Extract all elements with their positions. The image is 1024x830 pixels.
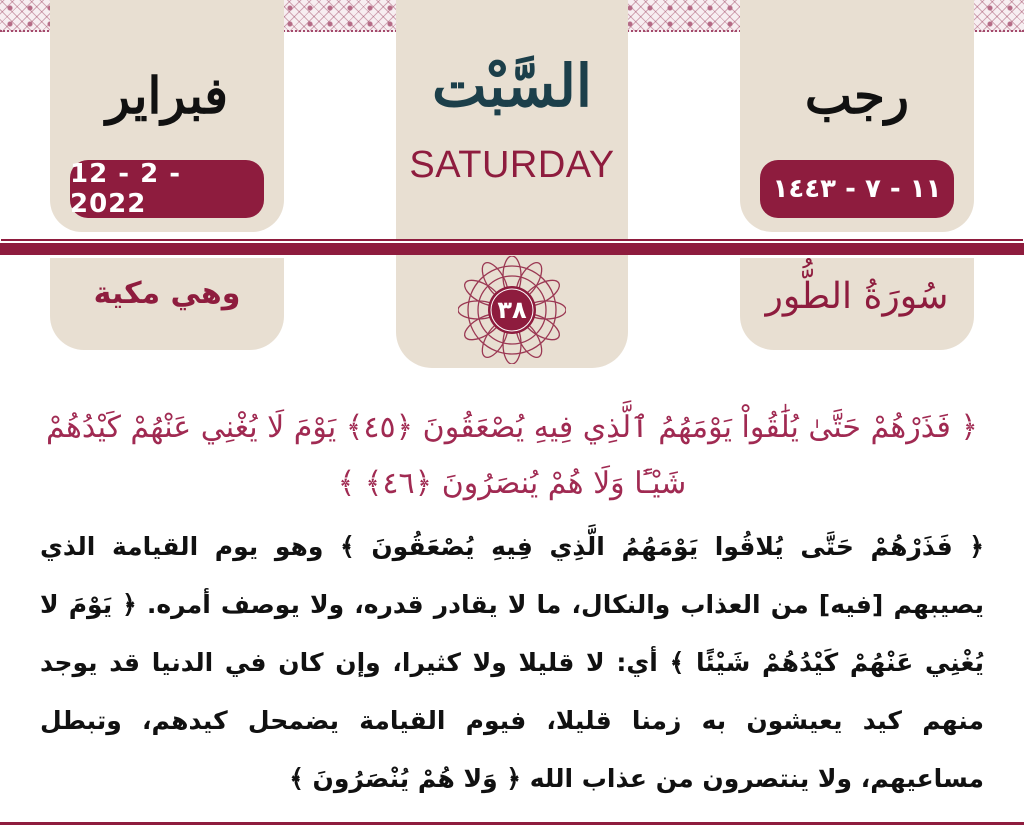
- tafsir-line: يصيبهم [فيه] من العذاب والنكال، ما لا يقادر قدره، ولا يوصف أمره. ﴿ يَوْمَ لا: [40, 590, 984, 619]
- gregorian-month: فبراير: [106, 66, 228, 125]
- verse-line: شَيْـًٔا وَلَا هُمْ يُنصَرُونَ ﴿٤٦﴾ ﴾: [337, 466, 687, 501]
- surah-name-label: سُورَةُ الطُّور: [765, 276, 949, 317]
- tafsir-line: مساعيهم، ولا ينتصرون من عذاب الله ﴿ وَلا هُمْ يُنْصَرُونَ ﴾: [289, 764, 984, 793]
- day-name-english: SATURDAY: [409, 144, 615, 186]
- quran-verse: [40, 400, 984, 512]
- bottom-divider: [0, 822, 1024, 825]
- tafsir-line: يُغْنِي عَنْهُمْ كَيْدُهُمْ شَيْئًا ﴾ أي: لا قليلا ولا كثيرا، وإن كان في الدنيا قد يوجد: [40, 648, 984, 677]
- verse-line: ﴿ فَذَرْهُمْ حَتَّىٰ يُلَٰقُواْ يَوْمَهُمُ ٱلَّذِي فِيهِ يُصْعَقُونَ ﴿٤٥﴾ يَوْمَ لَا يُغْنِي عَنْهُمْ كَيْدُهُمْ: [46, 410, 978, 445]
- hijri-date-badge: ١١ - ٧ - ١٤٤٣: [760, 160, 954, 218]
- surah-number: ٣٨: [497, 296, 527, 324]
- hijri-month: رجب: [804, 66, 910, 125]
- gregorian-date-badge: 12 - 2 - 2022: [70, 160, 264, 218]
- tafsir-line: ﴿ فَذَرْهُمْ حَتَّى يُلاقُوا يَوْمَهُمُ الَّذِي فِيهِ يُصْعَقُونَ ﴾ وهو يوم القيامة الذي: [40, 532, 984, 561]
- day-name-arabic: السَّبْت: [432, 52, 592, 120]
- tafsir-text: [40, 518, 984, 808]
- divider-bar: [0, 243, 1024, 255]
- surah-type-label: وهي مكية: [93, 276, 241, 311]
- tafsir-line: منهم كيد يعيشون به زمنا قليلا، فيوم القيامة يضمحل كيدهم، وتبطل: [40, 706, 984, 735]
